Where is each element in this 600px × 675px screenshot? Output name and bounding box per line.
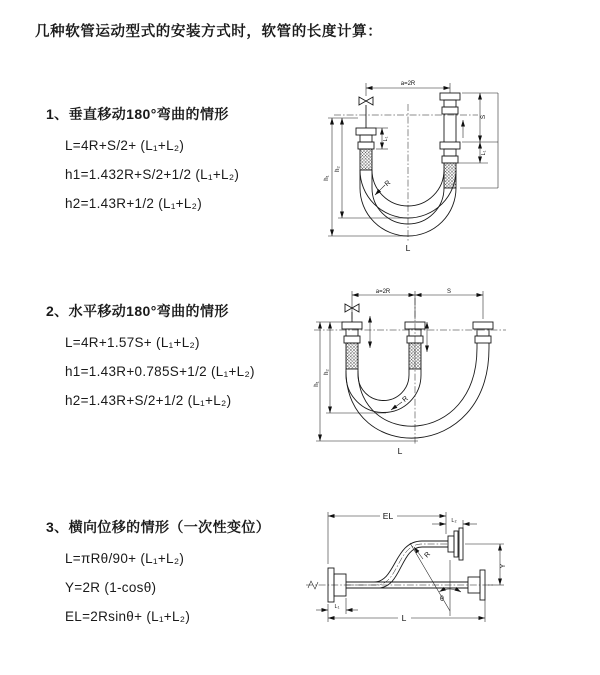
section-2-formula-L: L=4R+1.57S+ (L₁+L₂)	[65, 335, 200, 350]
break-symbol	[308, 581, 318, 589]
radius-leader	[375, 185, 385, 195]
dim-label-y: Y	[500, 563, 507, 569]
section-1	[46, 104, 316, 211]
section-3-formula-L: L=πRθ/90+ (L₁+L₂)	[65, 551, 185, 566]
section-2-formula-h2: h2=1.43R+S/2+1/2 (L₁+L₂)	[65, 393, 232, 408]
dimension-lines	[328, 83, 498, 236]
valve-icon	[359, 97, 373, 105]
diagram-3-lateral-displacement	[298, 498, 528, 658]
section-1-formula-L: L=4R+S/2+ (L₁+L₂)	[65, 138, 185, 153]
theta-arc	[450, 589, 461, 592]
dim-label-a2r: a=2R	[375, 289, 391, 295]
centerlines	[314, 298, 506, 444]
rotated-radius-line	[410, 543, 450, 611]
section-2-heading: 2、水平移动180°弯曲的情形	[46, 303, 229, 319]
dim-label-h1: h₁	[324, 175, 330, 181]
diagram-1-vertical-180-bend	[308, 66, 508, 256]
section-3-formula-Y: Y=2R (1-cosθ)	[65, 580, 157, 595]
dim-label-l2: L₂	[451, 518, 457, 524]
section-2-formula-h1: h1=1.43R+0.785S+1/2 (L₁+L₂)	[65, 364, 255, 379]
hose-and-fittings	[342, 304, 493, 438]
label-bend-radius: R	[423, 550, 432, 560]
dim-label-s: S	[480, 114, 487, 120]
dim-label-l: L	[401, 613, 407, 623]
dim-label-a2r: a=2R	[400, 81, 416, 87]
label-bend-radius: R	[383, 179, 393, 188]
dim-label-h1: h₁	[314, 381, 320, 387]
dim-label-el: EL	[382, 511, 394, 521]
section-1-formula-h2: h2=1.43R+1/2 (L₁+L₂)	[65, 196, 203, 211]
section-3	[46, 517, 316, 624]
dim-label-h2: h₂	[324, 369, 330, 375]
diagram-2-horizontal-180-bend	[306, 286, 516, 458]
section-3-heading: 3、横向位移的情形（一次性变位）	[46, 519, 271, 535]
section-1-heading: 1、垂直移动180°弯曲的情形	[46, 106, 229, 122]
section-3-formula-EL: EL=2Rsinθ+ (L₁+L₂)	[65, 609, 191, 624]
dimension-lines	[316, 512, 504, 622]
dim-label-h2: h₂	[335, 166, 341, 172]
section-1-formula-h1: h1=1.432R+S/2+1/2 (L₁+L₂)	[65, 167, 240, 182]
label-total-length: L	[397, 446, 403, 456]
dim-label-l1: L₁	[334, 604, 340, 610]
theta-arc	[439, 589, 450, 592]
label-bend-radius: R	[401, 395, 410, 404]
section-2	[46, 301, 316, 408]
dimension-lines	[316, 291, 483, 441]
label-total-length: L	[405, 243, 411, 253]
label-theta: θ	[440, 596, 444, 603]
page-title: 几种软管运动型式的安装方式时，软管的长度计算：	[35, 24, 383, 40]
dim-label-l1-right: L₁	[481, 150, 487, 156]
dim-label-s: S	[446, 289, 452, 295]
dim-label-l1-left: L₁	[383, 136, 389, 142]
